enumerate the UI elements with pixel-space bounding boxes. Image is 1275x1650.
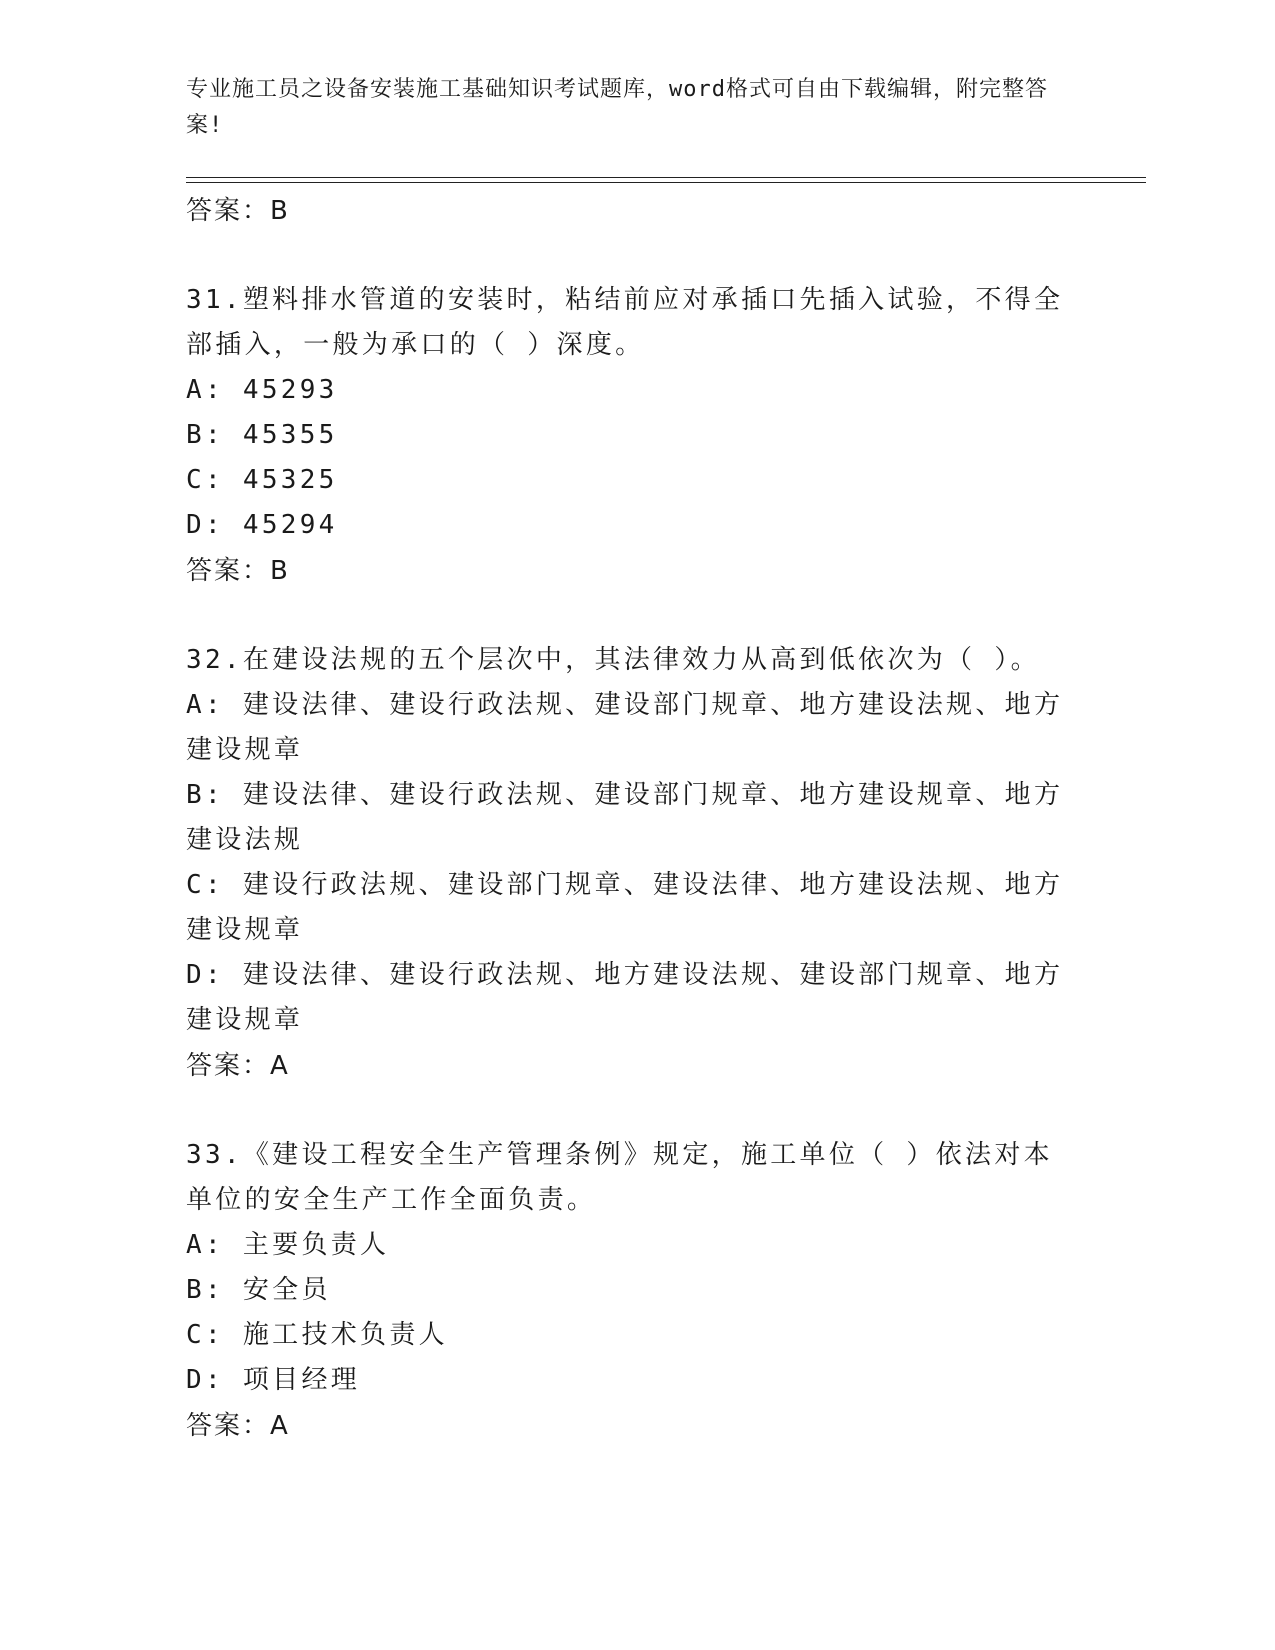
- option-c: C: 45325: [186, 465, 338, 495]
- option-d: D: 建设法律、建设行政法规、地方建设法规、建设部门规章、地方建设规章: [186, 960, 1064, 1035]
- option-b: B: 45355: [186, 420, 338, 450]
- option-b: B: 安全员: [186, 1275, 331, 1305]
- question-text: 31.塑料排水管道的安装时，粘结前应对承插口先插入试验，不得全部插入，一般为承口的（ ）深度。: [186, 285, 1064, 360]
- option-d: D: 45294: [186, 510, 338, 540]
- option-a: A: 45293: [186, 375, 338, 405]
- question-content: [186, 188, 1066, 1449]
- question-text: 33.《建设工程安全生产管理条例》规定，施工单位（ ）依法对本单位的安全生产工作全面负责。: [186, 1140, 1053, 1215]
- question-33: [186, 1133, 1066, 1449]
- previous-answer: 答案：B: [186, 196, 290, 226]
- header-divider-top: [186, 177, 1146, 178]
- option-c: C: 建设行政法规、建设部门规章、建设法律、地方建设法规、地方建设规章: [186, 870, 1064, 945]
- option-d: D: 项目经理: [186, 1365, 361, 1395]
- answer: 答案：A: [186, 1051, 290, 1081]
- option-a: A: 主要负责人: [186, 1230, 390, 1260]
- header-divider-bottom: [186, 182, 1146, 183]
- option-c: C: 施工技术负责人: [186, 1320, 448, 1350]
- question-31: [186, 278, 1066, 594]
- answer: 答案：A: [186, 1411, 290, 1441]
- answer: 答案：B: [186, 556, 290, 586]
- option-a: A: 建设法律、建设行政法规、建设部门规章、地方建设法规、地方建设规章: [186, 690, 1064, 765]
- page-header: 专业施工员之设备安装施工基础知识考试题库，word格式可自由下载编辑，附完整答案!: [186, 77, 1048, 138]
- question-text: 32.在建设法规的五个层次中，其法律效力从高到低依次为（ ）。: [186, 645, 1040, 675]
- question-32: [186, 638, 1066, 1089]
- option-b: B: 建设法律、建设行政法规、建设部门规章、地方建设规章、地方建设法规: [186, 780, 1064, 855]
